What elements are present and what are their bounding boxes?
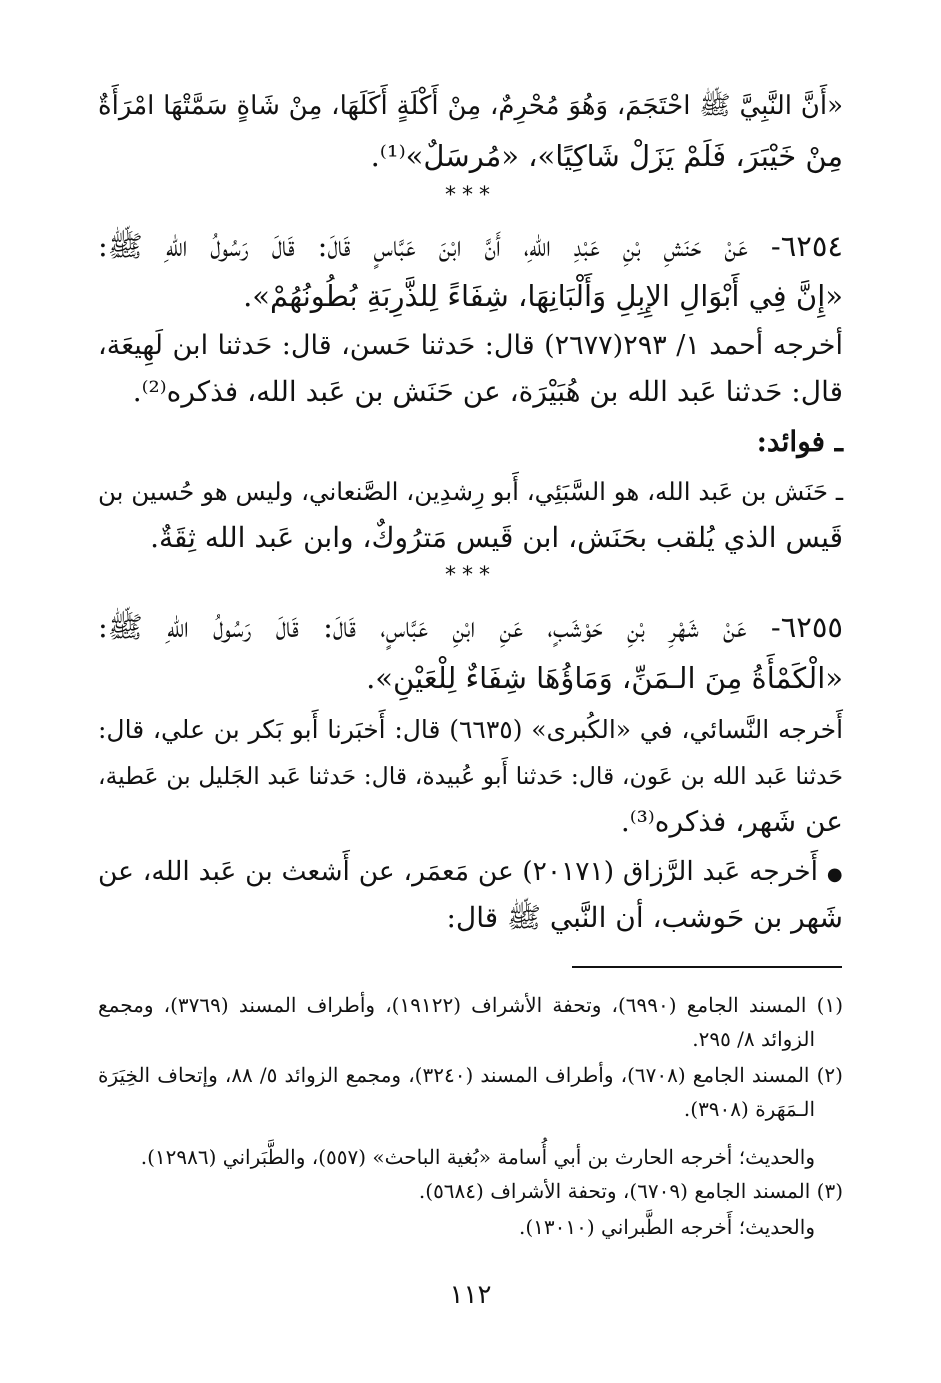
takhrij-line: قال: حَدثنا عَبد الله بن هُبَيْرَة، عن حَنَش بن عَبد الله، فذكره⁽²⁾. (132, 375, 843, 408)
footnote-line: (١) المسند الجامع (٦٩٩٠)، وتحفة الأشراف (١٩١٢٢)، وأطراف المسند (٣٧٦٩)، ومجمع (98, 993, 844, 1017)
takhrij-line: شَهر بن حَوشب، أن النَّبي ﷺ قال: (446, 901, 843, 934)
footnote-line: الزوائد ٨/ ٢٩٥. (692, 1027, 815, 1051)
takhrij-text: أَخرجه عَبد الرَّزاق (٢٠١٧١) عن مَعمَر، عن أَشعث بن عَبد الله، عن (98, 856, 819, 887)
footnote-line: والحديث؛ أَخرجه الطَّبراني (١٣٠١٠). (518, 1215, 815, 1239)
takhrij-line: حَدثنا عَبد الله بن عَون، قال: حَدثنا أَبو عُبيدة، قال: حَدثنا عَبد الجَليل بن عَطية، (98, 762, 843, 790)
footnote-line: (٣) المسند الجامع (٦٧٠٩)، وتحفة الأشراف (٥٦٨٤). (418, 1179, 843, 1203)
section-separator: *** (445, 563, 496, 588)
benefits-line: قَيس الذي يُلقب بحَنَش، ابن قَيس مَترُوكٌ، وابن عَبد الله ثِقَةٌ. (150, 521, 843, 554)
hadith-text: «الْكَمْأَةُ مِنَ الـمَنِّ، وَمَاؤُهَا شِفَاءٌ لِلْعَيْنِ». (366, 661, 843, 695)
footnote-divider (572, 966, 842, 968)
hadith-heading: ٦٢٥٥- عَنْ شَهْرِ بْنِ حَوْشَبٍ، عَنِ ابْنِ عَبَّاسٍ، قَالَ: قَالَ رَسُولُ اللهِ ﷺ: (98, 610, 843, 644)
takhrij-bullet-line (98, 852, 843, 895)
footnote-line: والحديث؛ أخرجه الحارث بن أبي أُسامة «بُغية الباحث» (٥٥٧)، والطَّبَراني (١٢٩٨٦). (140, 1145, 815, 1169)
bullet-icon: ● (826, 864, 843, 885)
takhrij-line: أَخرجه النَّسائي، في «الكُبرى» (٦٦٣٥) قال: أَخبَرنا أَبو بَكر بن علي، قال: (98, 715, 844, 744)
benefits-heading: ـ فوائد: (756, 425, 843, 458)
text-line: «أَنَّ النَّبِيَّ ﷺ احْتَجَمَ، وَهُوَ مُحْرِمٌ، مِنْ أَكْلَةٍ أَكَلَهَا، مِنْ شَاةٍ سَمَّتْهَا امْرَأَةٌ (98, 91, 843, 121)
text-line: مِنْ خَيْبَرَ، فَلَمْ يَزَلْ شَاكِيًا»، «مُرسَلٌ»⁽¹⁾. (370, 139, 843, 173)
footnote-line: الـمَهَرة (٣٩٠٨). (683, 1097, 815, 1121)
hadith-heading: ٦٢٥٤- عَنْ حَنَشِ بْنِ عَبْدِ اللهِ، أَنَّ ابْنَ عَبَّاسٍ قَالَ: قَالَ رَسُولُ اللهِ ﷺ: (98, 229, 843, 263)
takhrij-line: أخرجه أحمد ١/ ٢٩٣(٢٦٧٧) قال: حَدثنا حَسن، قال: حَدثنا ابن لَهِيعَة، (98, 330, 843, 361)
footnote-line: (٢) المسند الجامع (٦٧٠٨)، وأطراف المسند (٣٢٤٠)، ومجمع الزوائد ٥/ ٨٨، وإتحاف الخِيَرَة (98, 1063, 843, 1087)
section-separator: *** (445, 183, 496, 208)
benefits-line: ـ حَنَش بن عَبد الله، هو السَّبَئِي، أَبو رِشدِين، الصَّنعاني، وليس هو حُسين بن (97, 477, 843, 506)
hadith-text: «إِنَّ فِي أَبْوَالِ الإِبِلِ وَأَلْبَانِهَا، شِفَاءً لِلذَّرِبَةِ بُطُونُهُمْ». (243, 279, 843, 313)
page-number: ١١٢ (449, 1280, 492, 1310)
takhrij-line: عن شَهر، فذكره⁽³⁾. (620, 805, 843, 838)
